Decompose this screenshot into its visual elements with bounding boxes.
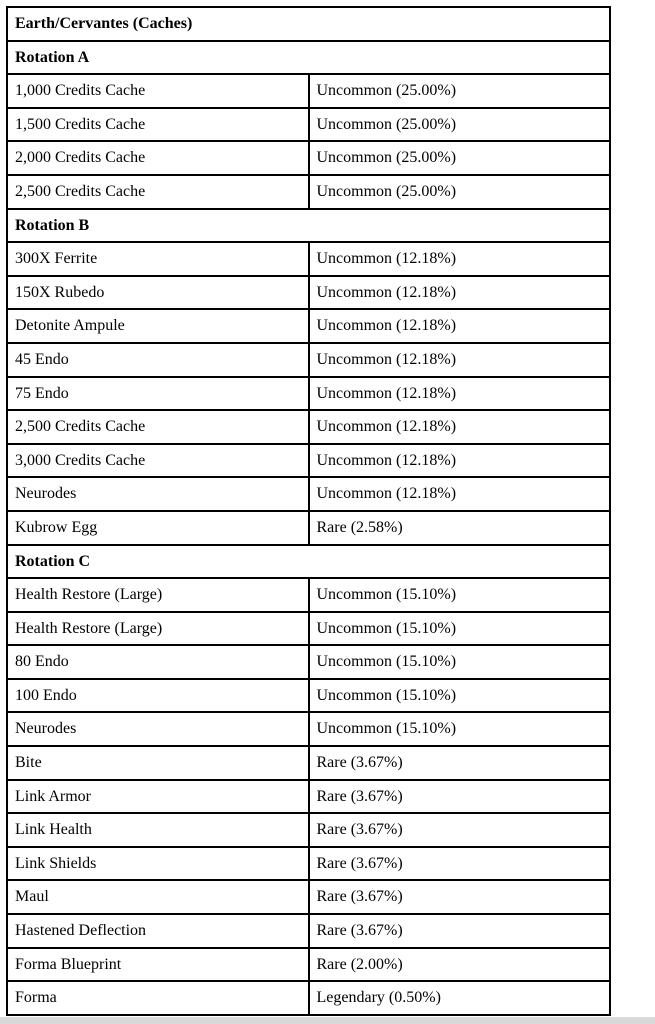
table-title: Earth/Cervantes (Caches): [7, 7, 610, 41]
item-row: [7, 242, 610, 276]
item-name-cell: 1,500 Credits Cache: [7, 108, 309, 142]
item-row: [7, 813, 610, 847]
item-row: [7, 477, 610, 511]
item-row: [7, 410, 610, 444]
table-title-row: [7, 7, 610, 41]
item-row: [7, 141, 610, 175]
item-name-cell: Bite: [7, 746, 309, 780]
item-row: [7, 645, 610, 679]
item-row: [7, 578, 610, 612]
item-rarity-cell: Uncommon (15.10%): [309, 578, 611, 612]
item-rarity-cell: Uncommon (15.10%): [309, 712, 611, 746]
drop-rate-table: [6, 6, 611, 1016]
item-name-cell: Health Restore (Large): [7, 612, 309, 646]
item-row: [7, 276, 610, 310]
item-row: [7, 108, 610, 142]
rotation-header-row: [7, 209, 610, 243]
item-name-cell: 300X Ferrite: [7, 242, 309, 276]
item-row: [7, 746, 610, 780]
rotation-header: Rotation A: [7, 41, 610, 75]
item-rarity-cell: Uncommon (12.18%): [309, 444, 611, 478]
item-name-cell: 3,000 Credits Cache: [7, 444, 309, 478]
item-name-cell: Neurodes: [7, 477, 309, 511]
item-name-cell: Hastened Deflection: [7, 914, 309, 948]
item-name-cell: 2,500 Credits Cache: [7, 410, 309, 444]
item-row: [7, 74, 610, 108]
item-name-cell: Link Armor: [7, 780, 309, 814]
item-rarity-cell: Uncommon (15.10%): [309, 612, 611, 646]
item-row: [7, 175, 610, 209]
item-row: [7, 880, 610, 914]
item-name-cell: Forma: [7, 981, 309, 1015]
item-name-cell: Maul: [7, 880, 309, 914]
item-rarity-cell: Uncommon (25.00%): [309, 141, 611, 175]
item-row: [7, 612, 610, 646]
item-rarity-cell: Uncommon (25.00%): [309, 108, 611, 142]
item-rarity-cell: Uncommon (12.18%): [309, 276, 611, 310]
item-rarity-cell: Rare (3.67%): [309, 813, 611, 847]
rotation-header: Rotation C: [7, 545, 610, 579]
item-row: [7, 679, 610, 713]
item-name-cell: Link Shields: [7, 847, 309, 881]
rotation-header-row: [7, 545, 610, 579]
item-name-cell: Neurodes: [7, 712, 309, 746]
item-rarity-cell: Uncommon (15.10%): [309, 645, 611, 679]
item-rarity-cell: Uncommon (12.18%): [309, 477, 611, 511]
item-rarity-cell: Rare (2.58%): [309, 511, 611, 545]
item-rarity-cell: Rare (3.67%): [309, 780, 611, 814]
item-row: [7, 712, 610, 746]
item-name-cell: 100 Endo: [7, 679, 309, 713]
item-name-cell: 80 Endo: [7, 645, 309, 679]
item-name-cell: 2,500 Credits Cache: [7, 175, 309, 209]
item-name-cell: 75 Endo: [7, 377, 309, 411]
item-rarity-cell: Rare (3.67%): [309, 880, 611, 914]
item-row: [7, 914, 610, 948]
item-rarity-cell: Uncommon (12.18%): [309, 377, 611, 411]
item-rarity-cell: Rare (3.67%): [309, 914, 611, 948]
item-rarity-cell: Rare (3.67%): [309, 746, 611, 780]
item-name-cell: Forma Blueprint: [7, 948, 309, 982]
item-name-cell: Link Health: [7, 813, 309, 847]
item-rarity-cell: Uncommon (12.18%): [309, 410, 611, 444]
item-row: [7, 511, 610, 545]
item-name-cell: 1,000 Credits Cache: [7, 74, 309, 108]
item-name-cell: Health Restore (Large): [7, 578, 309, 612]
item-row: [7, 948, 610, 982]
item-rarity-cell: Rare (3.67%): [309, 847, 611, 881]
item-row: [7, 309, 610, 343]
item-rarity-cell: Uncommon (12.18%): [309, 343, 611, 377]
item-row: [7, 780, 610, 814]
item-row: [7, 847, 610, 881]
item-row: [7, 377, 610, 411]
item-rarity-cell: Uncommon (12.18%): [309, 309, 611, 343]
item-rarity-cell: Uncommon (25.00%): [309, 74, 611, 108]
rotation-header: Rotation B: [7, 209, 610, 243]
item-rarity-cell: Uncommon (15.10%): [309, 679, 611, 713]
item-row: [7, 981, 610, 1015]
item-name-cell: 2,000 Credits Cache: [7, 141, 309, 175]
page-bottom-edge: [0, 1017, 655, 1024]
item-rarity-cell: Uncommon (25.00%): [309, 175, 611, 209]
item-rarity-cell: Rare (2.00%): [309, 948, 611, 982]
item-name-cell: Kubrow Egg: [7, 511, 309, 545]
item-row: [7, 444, 610, 478]
item-name-cell: 150X Rubedo: [7, 276, 309, 310]
item-rarity-cell: Legendary (0.50%): [309, 981, 611, 1015]
item-rarity-cell: Uncommon (12.18%): [309, 242, 611, 276]
item-row: [7, 343, 610, 377]
rotation-header-row: [7, 41, 610, 75]
drop-table-body: [7, 7, 610, 1015]
item-name-cell: Detonite Ampule: [7, 309, 309, 343]
item-name-cell: 45 Endo: [7, 343, 309, 377]
